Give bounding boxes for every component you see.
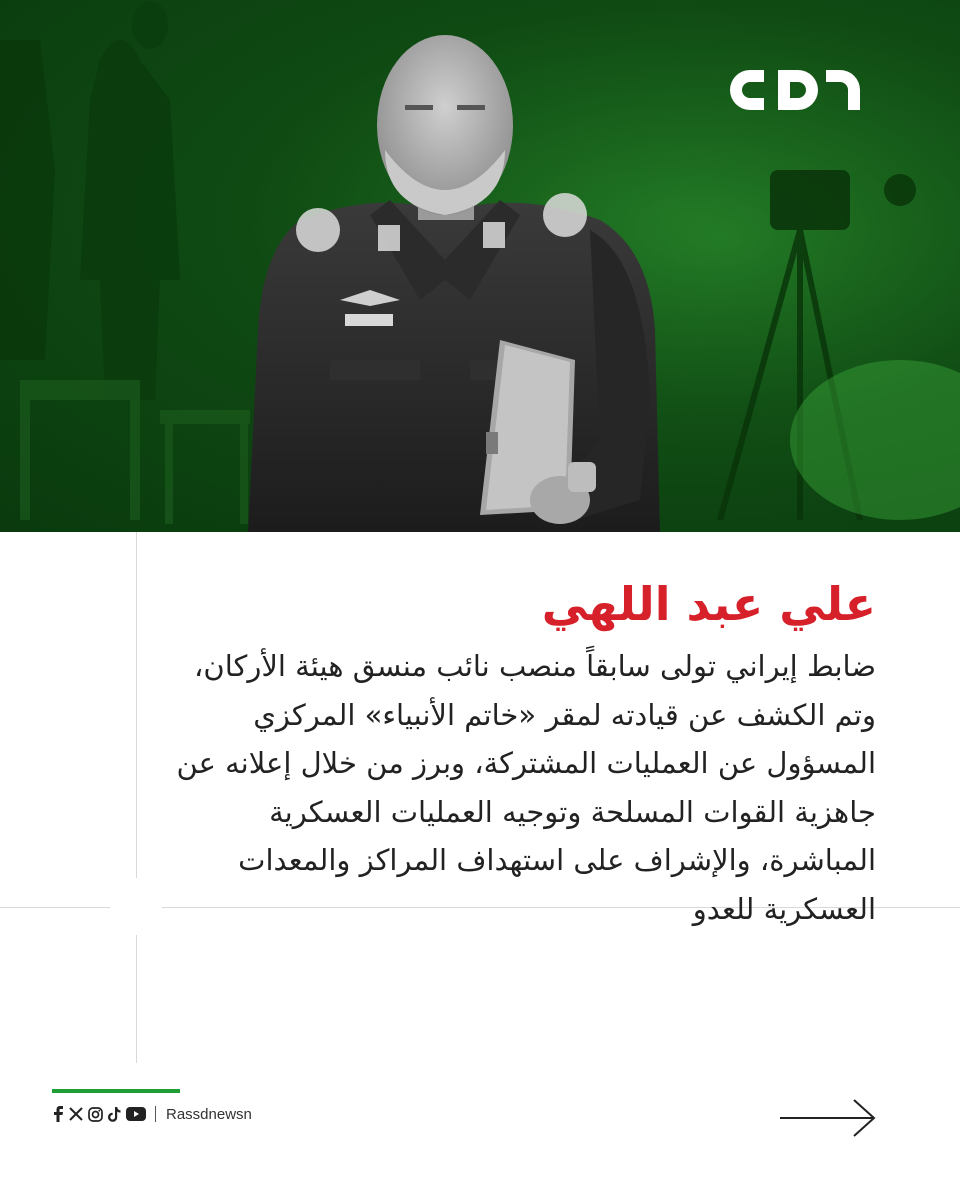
social-handle[interactable]: Rassdnewsn: [166, 1105, 252, 1123]
social-links: [52, 1104, 252, 1124]
instagram-icon[interactable]: [88, 1107, 103, 1122]
tiktok-icon[interactable]: [108, 1107, 121, 1122]
frame-line-horizontal-left: [0, 907, 110, 908]
article-description: ضابط إيراني تولى سابقاً منصب نائب منسق هيئة الأركان، وتم الكشف عن قيادته لمقر «خاتم الأنبياء» المركزي المسؤول عن العمليات المشتركة، وبرز من خلال إعلانه عن جاهزية القوات المسلحة وتوجيه العمليات العسكرية المباشرة، والإشراف على استهداف المراكز والمعدات العسكرية للعدو: [176, 649, 876, 926]
frame-line-vertical-bottom: [136, 935, 137, 1063]
hero-photo: [0, 0, 960, 532]
facebook-icon[interactable]: [52, 1106, 64, 1122]
headline-name: علي عبد اللهي: [541, 577, 876, 631]
youtube-icon[interactable]: [126, 1107, 146, 1121]
rassd-logo: [730, 70, 860, 110]
frame-line-vertical-top: [136, 532, 137, 878]
footer-accent-bar: [52, 1089, 180, 1093]
arrow-right-icon[interactable]: [778, 1096, 878, 1140]
x-icon[interactable]: [69, 1107, 83, 1121]
social-separator: [155, 1106, 156, 1122]
